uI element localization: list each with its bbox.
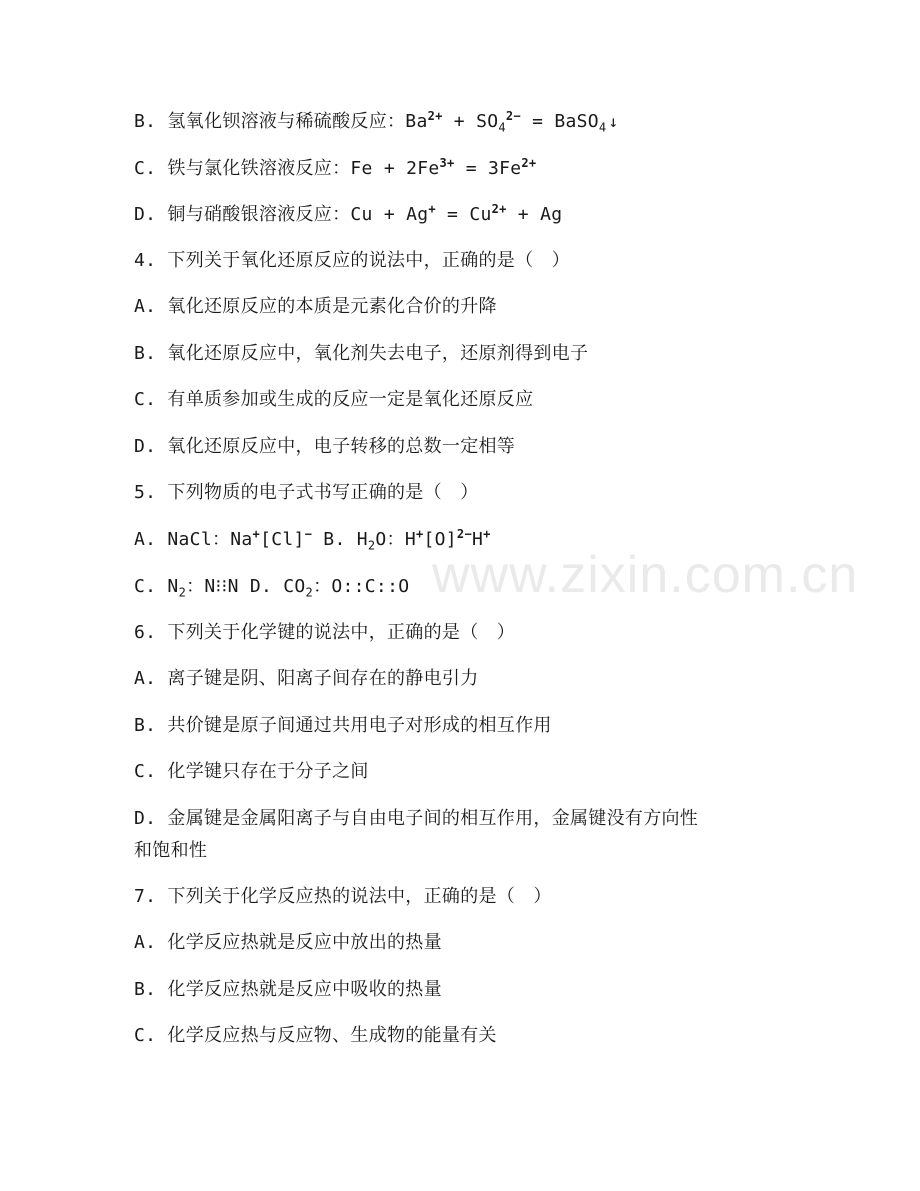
option-6b: B. 共价键是原子间通过共用电子对形成的相互作用 [134, 715, 552, 736]
down-arrow-icon: ↓ [608, 112, 619, 131]
option-3c: C. 铁与氯化铁溶液反应：$Fe + 2Fe^{3+} = 3Fe^{2+}$ [134, 156, 537, 179]
option-7c: C. 化学反应热与反应物、生成物的能量有关 [134, 1025, 497, 1046]
option-6c: C. 化学键只存在于分子之间 [134, 761, 369, 782]
option-4b: B. 氧化还原反应中，氧化剂失去电子，还原剂得到电子 [134, 343, 589, 364]
option-6d-line1: D. 金属键是金属阳离子与自由电子间的相互作用，金属键没有方向性 [134, 808, 699, 829]
option-7b: B. 化学反应热就是反应中吸收的热量 [134, 979, 442, 1000]
option-5ab: A. NaCl：Na+[Cl]− B. $H_2O$：$H^+[O]^{2-}H^+$ [134, 527, 491, 553]
question-4: 4. 下列关于氧化还原反应的说法中，正确的是（ ） [134, 250, 571, 271]
option-4a: A. 氧化还原反应的本质是元素化合价的升降 [134, 296, 497, 317]
option-6a: A. 离子键是阴、阳离子间存在的静电引力 [134, 668, 479, 689]
question-6: 6. 下列关于化学键的说法中，正确的是（ ） [134, 622, 516, 643]
option-5cd: C. $N_2$：N⁝⁝N D. $CO_2$：O::C::O [134, 576, 410, 600]
option-4d: D. 氧化还原反应中，电子转移的总数一定相等 [134, 436, 516, 457]
question-5: 5. 下列物质的电子式书写正确的是（ ） [134, 482, 479, 503]
option-4c: C. 有单质参加或生成的反应一定是氧化还原反应 [134, 389, 534, 410]
option-3b: B. 氢氧化钡溶液与稀硫酸反应：$Ba^{2+} + SO_4^{2-}$ = BaSO$_4$ ↓ [134, 109, 619, 135]
option-6d-line2: 和饱和性 [134, 840, 208, 861]
question-7: 7. 下列关于化学反应热的说法中，正确的是（ ） [134, 886, 552, 907]
watermark: www.zixin.com.cn [432, 546, 859, 604]
option-3d: D. 铜与硝酸银溶液反应：$Cu + Ag^+ = Cu^{2+} + Ag$ [134, 202, 563, 225]
option-7a: A. 化学反应热就是反应中放出的热量 [134, 932, 442, 953]
